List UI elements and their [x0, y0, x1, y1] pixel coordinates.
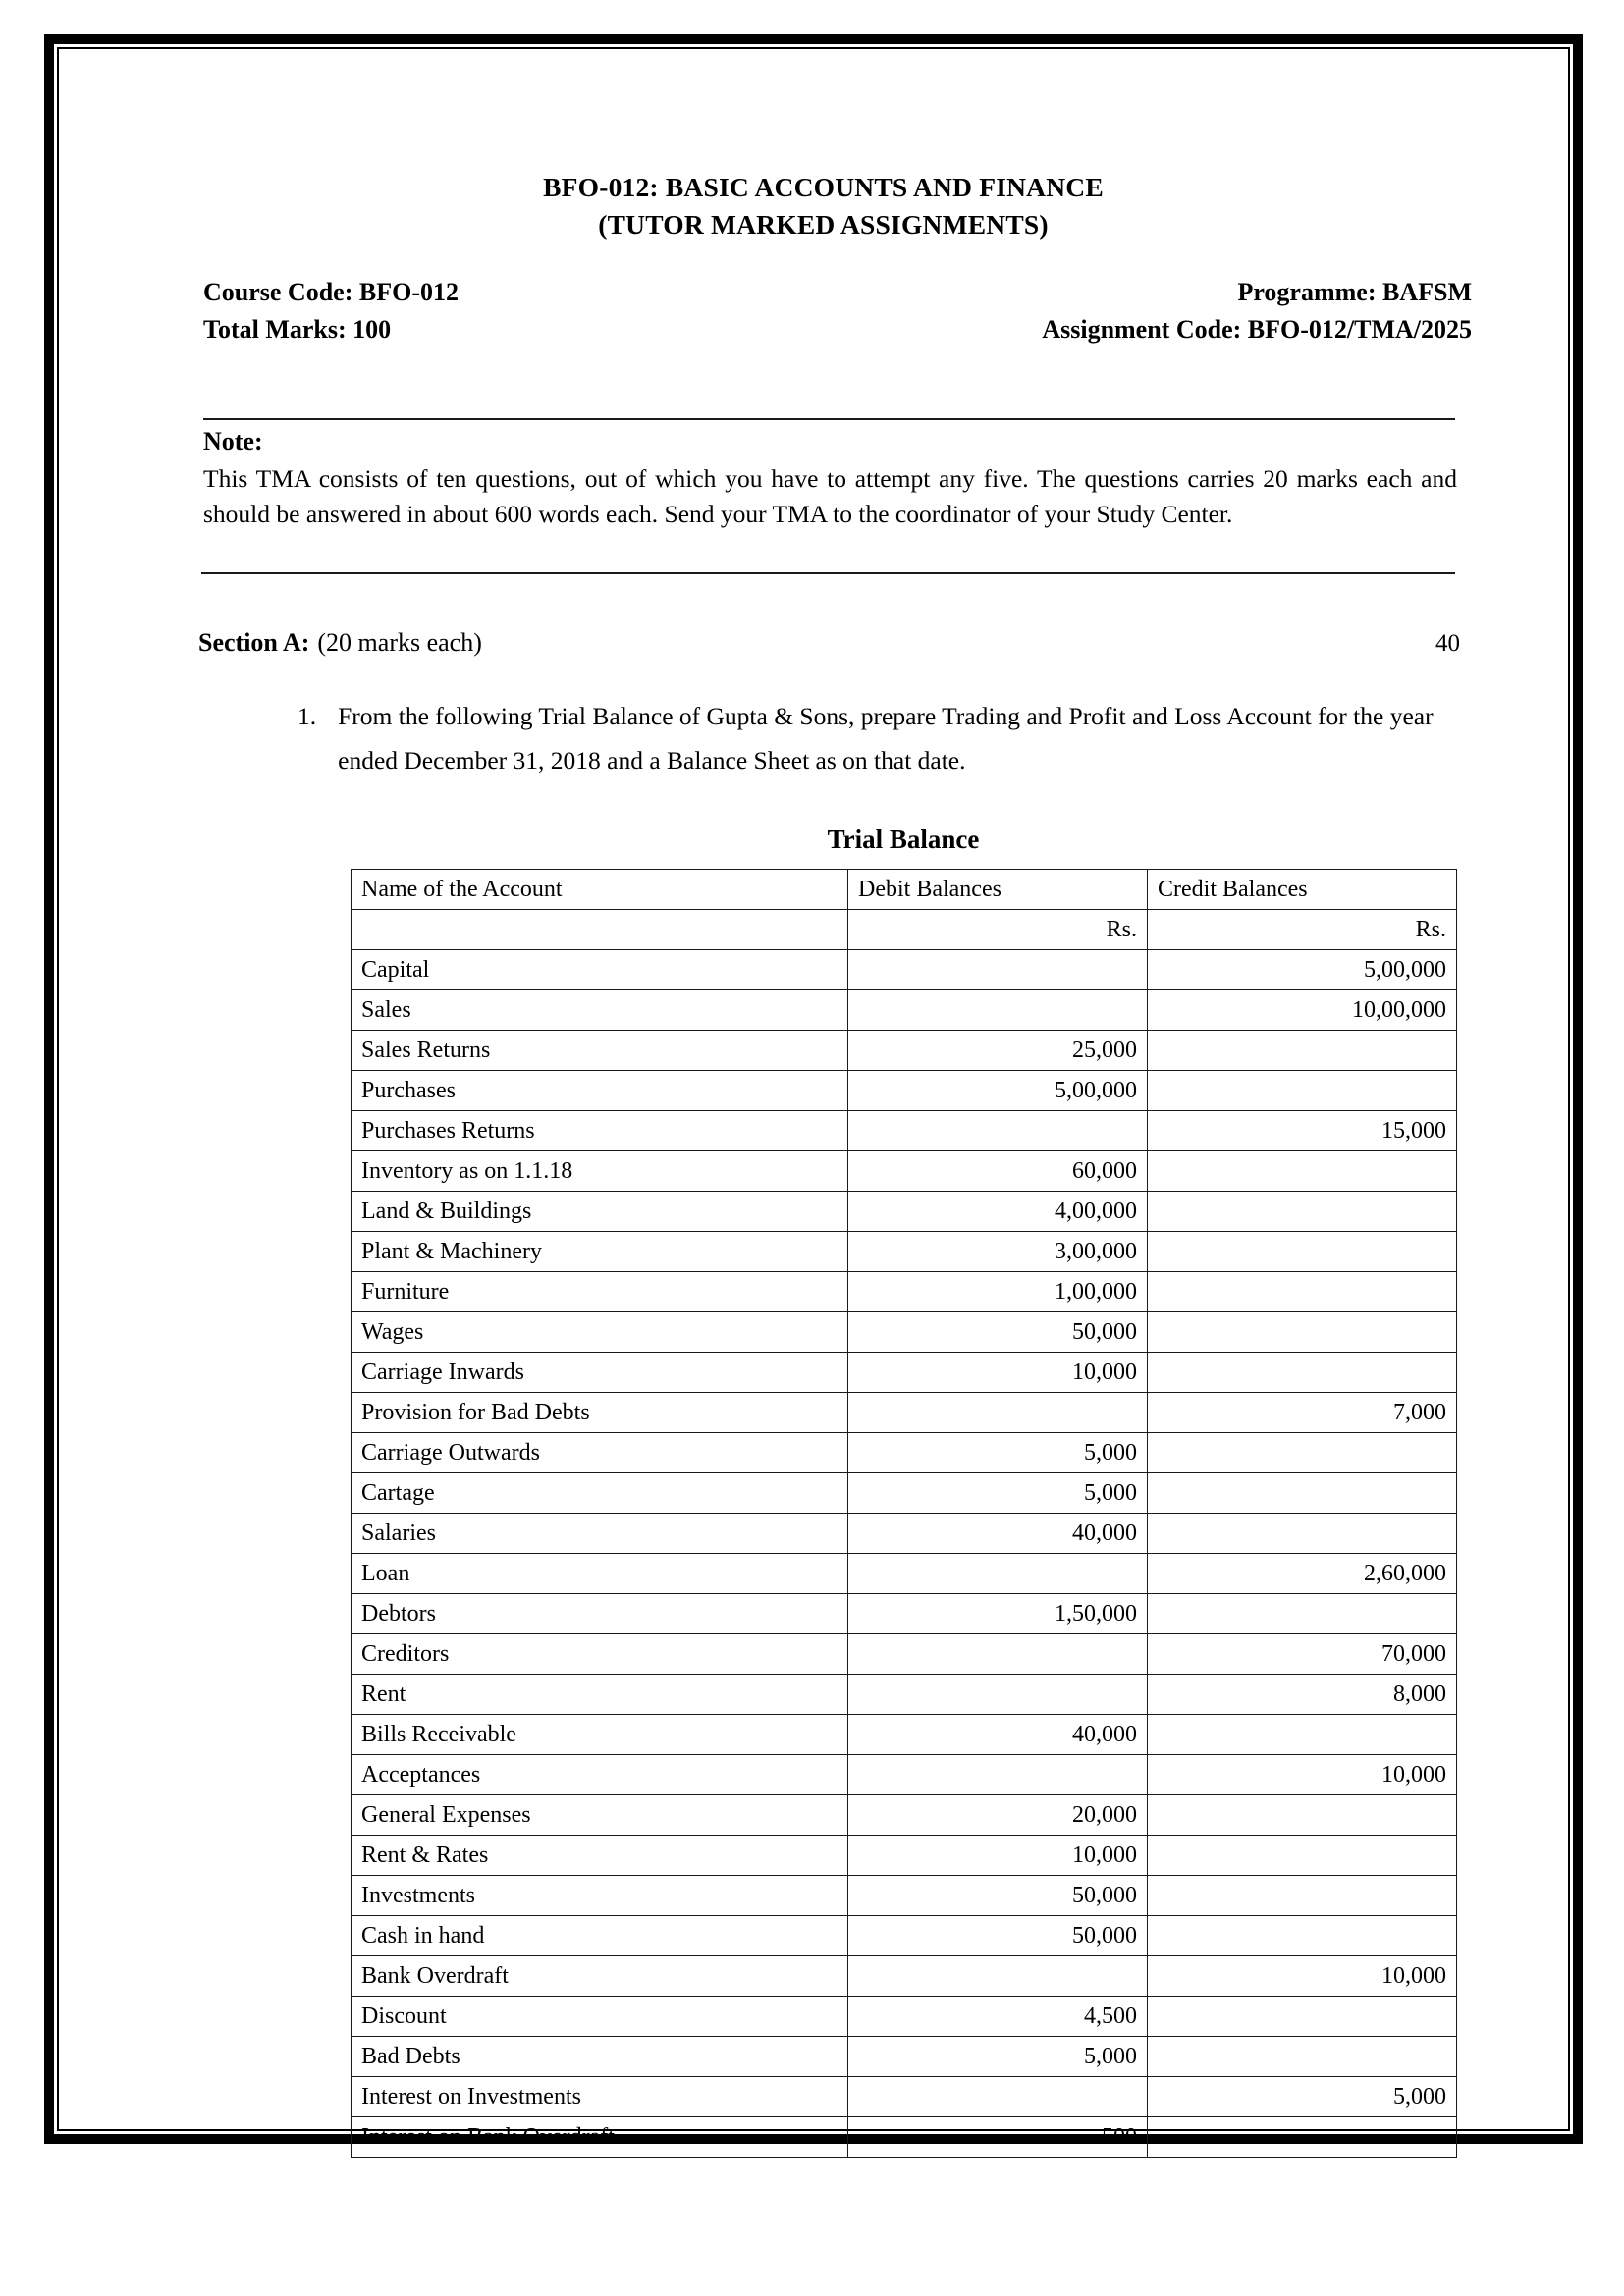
table-header-row	[352, 870, 1457, 910]
table-row	[352, 1554, 1457, 1594]
cell-account-name: Interest on Bank Overdraft	[352, 2117, 848, 2158]
cell-account-name: Rent	[352, 1675, 848, 1715]
note-top-divider	[203, 418, 1455, 420]
table-row	[352, 1071, 1457, 1111]
cell-account-name: Sales Returns	[352, 1031, 848, 1071]
table-row	[352, 1956, 1457, 1997]
cell-credit-balance: 70,000	[1148, 1634, 1457, 1675]
cell-credit-balance: 5,000	[1148, 2077, 1457, 2117]
programme-label: Programme: BAFSM	[1237, 278, 1472, 306]
cell-debit-balance	[848, 1755, 1148, 1795]
cell-debit-balance: 3,00,000	[848, 1232, 1148, 1272]
cell-debit-balance	[848, 950, 1148, 990]
assignment-code-label: Assignment Code: BFO-012/TMA/2025	[1042, 315, 1472, 344]
cell-debit-balance: 40,000	[848, 1715, 1148, 1755]
cell-debit-balance: 5,000	[848, 2037, 1148, 2077]
course-meta-row-1	[203, 278, 1472, 307]
cell-debit-balance	[848, 1634, 1148, 1675]
cell-account-name: Sales	[352, 990, 848, 1031]
cell-account-name: Bank Overdraft	[352, 1956, 848, 1997]
cell-account-name: Furniture	[352, 1272, 848, 1312]
cell-credit-balance	[1148, 1916, 1457, 1956]
cell-account-name: Carriage Inwards	[352, 1353, 848, 1393]
trial-balance-caption: Trial Balance	[827, 825, 980, 854]
cell-credit-balance	[1148, 1272, 1457, 1312]
currency-cell-account	[352, 910, 848, 950]
table-row	[352, 1433, 1457, 1473]
cell-credit-balance	[1148, 1997, 1457, 2037]
cell-credit-balance	[1148, 1514, 1457, 1554]
cell-account-name: Provision for Bad Debts	[352, 1393, 848, 1433]
total-marks-label: Total Marks: 100	[203, 315, 392, 344]
cell-debit-balance: 20,000	[848, 1795, 1148, 1836]
currency-cell-debit: Rs.	[848, 910, 1148, 950]
cell-account-name: Capital	[352, 950, 848, 990]
cell-debit-balance: 50,000	[848, 1312, 1148, 1353]
cell-debit-balance: 60,000	[848, 1151, 1148, 1192]
table-row	[352, 1997, 1457, 2037]
note-label: Note:	[203, 427, 263, 455]
cell-credit-balance: 7,000	[1148, 1393, 1457, 1433]
cell-debit-balance: 25,000	[848, 1031, 1148, 1071]
cell-account-name: Land & Buildings	[352, 1192, 848, 1232]
cell-debit-balance	[848, 1956, 1148, 1997]
cell-credit-balance: 10,00,000	[1148, 990, 1457, 1031]
cell-debit-balance: 10,000	[848, 1836, 1148, 1876]
table-row	[352, 1675, 1457, 1715]
cell-account-name: Plant & Machinery	[352, 1232, 848, 1272]
cell-credit-balance	[1148, 1232, 1457, 1272]
cell-account-name: Purchases	[352, 1071, 848, 1111]
cell-account-name: Carriage Outwards	[352, 1433, 848, 1473]
table-row	[352, 1312, 1457, 1353]
cell-debit-balance: 1,50,000	[848, 1594, 1148, 1634]
cell-credit-balance	[1148, 1071, 1457, 1111]
cell-account-name: Debtors	[352, 1594, 848, 1634]
cell-account-name: Investments	[352, 1876, 848, 1916]
cell-debit-balance: 4,500	[848, 1997, 1148, 2037]
table-row	[352, 1353, 1457, 1393]
cell-account-name: Rent & Rates	[352, 1836, 848, 1876]
cell-debit-balance: 5,00,000	[848, 1071, 1148, 1111]
cell-credit-balance: 2,60,000	[1148, 1554, 1457, 1594]
cell-debit-balance: 4,00,000	[848, 1192, 1148, 1232]
column-header-debit: Debit Balances	[848, 870, 1148, 910]
cell-credit-balance	[1148, 1836, 1457, 1876]
table-row	[352, 1634, 1457, 1675]
cell-account-name: Bills Receivable	[352, 1715, 848, 1755]
cell-credit-balance	[1148, 1151, 1457, 1192]
table-row	[352, 1836, 1457, 1876]
question-1	[298, 694, 1461, 782]
table-row	[352, 1393, 1457, 1433]
table-row	[352, 1111, 1457, 1151]
table-row	[352, 1031, 1457, 1071]
cell-account-name: Interest on Investments	[352, 2077, 848, 2117]
page-content	[54, 44, 1593, 2154]
table-row	[352, 1876, 1457, 1916]
cell-debit-balance: 50,000	[848, 1876, 1148, 1916]
table-row	[352, 1192, 1457, 1232]
table-row	[352, 950, 1457, 990]
cell-credit-balance	[1148, 1433, 1457, 1473]
currency-cell-credit: Rs.	[1148, 910, 1457, 950]
cell-credit-balance: 5,00,000	[1148, 950, 1457, 990]
table-row	[352, 1151, 1457, 1192]
note-bottom-divider	[201, 572, 1455, 574]
column-header-account: Name of the Account	[352, 870, 848, 910]
cell-debit-balance: 1,00,000	[848, 1272, 1148, 1312]
cell-debit-balance	[848, 2077, 1148, 2117]
cell-account-name: Cartage	[352, 1473, 848, 1514]
table-row	[352, 1272, 1457, 1312]
table-row	[352, 1473, 1457, 1514]
table-row	[352, 1755, 1457, 1795]
question-1-text: From the following Trial Balance of Gupta & Sons, prepare Trading and Profit and Loss Account for the year ended December 31, 2018 and a Balance Sheet as on that date.	[338, 702, 1434, 774]
cell-credit-balance	[1148, 1795, 1457, 1836]
cell-credit-balance: 15,000	[1148, 1111, 1457, 1151]
section-a-heading	[198, 628, 1460, 658]
table-row	[352, 2037, 1457, 2077]
question-1-number: 1.	[298, 702, 317, 730]
cell-credit-balance	[1148, 1876, 1457, 1916]
table-body	[352, 950, 1457, 2158]
table-row	[352, 2117, 1457, 2158]
cell-credit-balance	[1148, 1312, 1457, 1353]
cell-credit-balance: 10,000	[1148, 1956, 1457, 1997]
table-row	[352, 2077, 1457, 2117]
cell-account-name: Discount	[352, 1997, 848, 2037]
cell-credit-balance	[1148, 1715, 1457, 1755]
cell-debit-balance	[848, 1111, 1148, 1151]
section-a-label: Section A:	[198, 628, 310, 657]
cell-account-name: Wages	[352, 1312, 848, 1353]
cell-debit-balance: 5,000	[848, 1433, 1148, 1473]
cell-credit-balance	[1148, 1192, 1457, 1232]
cell-credit-balance	[1148, 2117, 1457, 2158]
page-border	[44, 34, 1583, 2150]
cell-debit-balance	[848, 1675, 1148, 1715]
document-title-line-2: (TUTOR MARKED ASSIGNMENTS)	[598, 209, 1049, 240]
cell-account-name: Bad Debts	[352, 2037, 848, 2077]
cell-debit-balance: 500	[848, 2117, 1148, 2158]
cell-credit-balance: 8,000	[1148, 1675, 1457, 1715]
cell-credit-balance	[1148, 1353, 1457, 1393]
table-row	[352, 990, 1457, 1031]
table-row	[352, 1916, 1457, 1956]
cell-credit-balance: 10,000	[1148, 1755, 1457, 1795]
column-header-credit: Credit Balances	[1148, 870, 1457, 910]
table-row	[352, 1715, 1457, 1755]
cell-account-name: Creditors	[352, 1634, 848, 1675]
section-a-marks: 40	[1435, 630, 1460, 657]
cell-credit-balance	[1148, 2037, 1457, 2077]
cell-debit-balance	[848, 1554, 1148, 1594]
cell-debit-balance: 40,000	[848, 1514, 1148, 1554]
cell-account-name: General Expenses	[352, 1795, 848, 1836]
cell-debit-balance	[848, 1393, 1148, 1433]
course-code-label: Course Code: BFO-012	[203, 278, 459, 306]
table-header	[352, 870, 1457, 950]
note-body-text: This TMA consists of ten questions, out of which you have to attempt any five. The questions carries 20 marks each and should be answered in about 600 words each. Send your TMA to the coordinator of your Study Center.	[203, 464, 1457, 528]
table-row	[352, 1795, 1457, 1836]
cell-account-name: Acceptances	[352, 1755, 848, 1795]
document-title-line-1: BFO-012: BASIC ACCOUNTS AND FINANCE	[543, 172, 1104, 202]
cell-account-name: Loan	[352, 1554, 848, 1594]
trial-balance-table	[351, 869, 1457, 2158]
cell-credit-balance	[1148, 1031, 1457, 1071]
cell-debit-balance: 5,000	[848, 1473, 1148, 1514]
table-currency-row	[352, 910, 1457, 950]
cell-account-name: Cash in hand	[352, 1916, 848, 1956]
table-row	[352, 1232, 1457, 1272]
cell-account-name: Purchases Returns	[352, 1111, 848, 1151]
table-row	[352, 1514, 1457, 1554]
section-a-subtitle: (20 marks each)	[317, 628, 482, 657]
cell-debit-balance	[848, 990, 1148, 1031]
cell-credit-balance	[1148, 1473, 1457, 1514]
cell-debit-balance: 50,000	[848, 1916, 1148, 1956]
cell-credit-balance	[1148, 1594, 1457, 1634]
course-meta-row-2	[203, 315, 1472, 345]
cell-account-name: Salaries	[352, 1514, 848, 1554]
table-row	[352, 1594, 1457, 1634]
cell-debit-balance: 10,000	[848, 1353, 1148, 1393]
cell-account-name: Inventory as on 1.1.18	[352, 1151, 848, 1192]
